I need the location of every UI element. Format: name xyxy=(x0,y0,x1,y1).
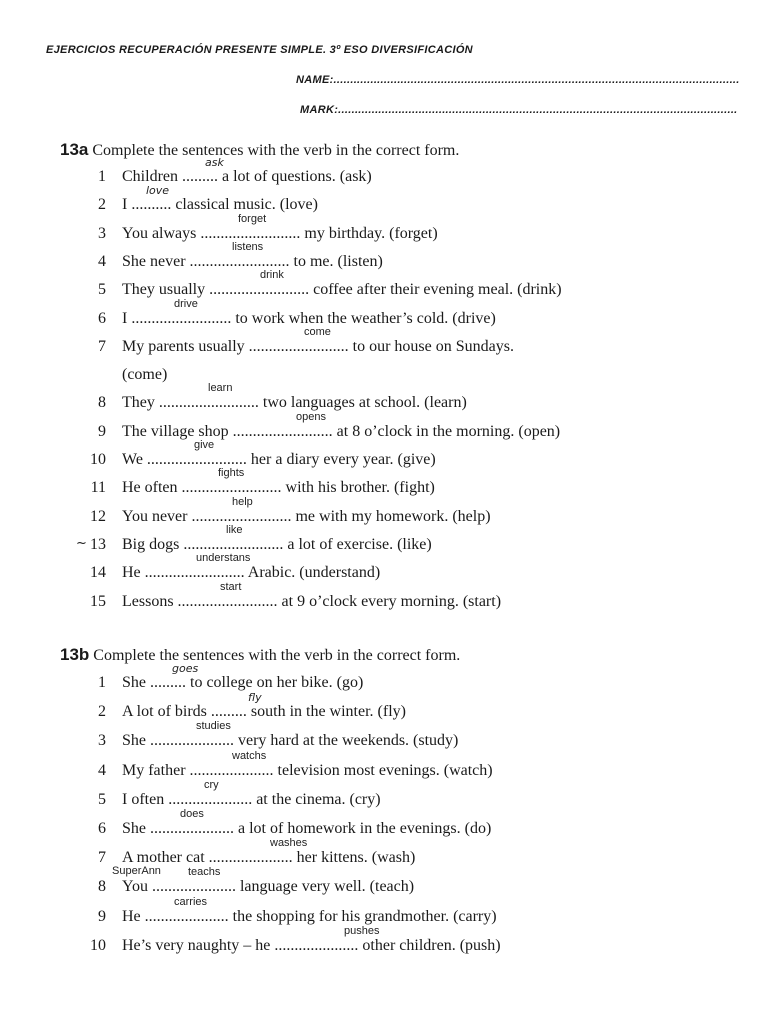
item-number: 4 xyxy=(98,761,106,779)
filled-answer: learn xyxy=(208,382,233,395)
section-13a-heading xyxy=(60,140,459,160)
item-sentence: You ..................... language very well. (teach) xyxy=(122,878,415,896)
item-sentence: A lot of birds ......... south in the winter. (fly) xyxy=(122,703,406,721)
item-number: 4 xyxy=(98,252,106,270)
filled-answer: fly xyxy=(248,691,262,705)
item-number: 1 xyxy=(98,168,106,185)
item-sentence: My father ..................... television most evenings. (watch) xyxy=(122,761,493,779)
item-sentence: (come) xyxy=(122,366,168,384)
filled-answer: studies xyxy=(196,720,231,733)
item-number: 15 xyxy=(90,592,106,610)
item-sentence: They usually ......................... coffee after their evening meal. (drink) xyxy=(122,281,562,299)
item-sentence: I .......... classical music. (love) xyxy=(122,196,318,214)
item-number: 9 xyxy=(98,907,106,925)
section-label: 13a xyxy=(60,140,89,159)
item-sentence: You never ......................... me with my homework. (help) xyxy=(122,507,491,525)
handwritten-correction: SuperAnn xyxy=(112,865,161,877)
item-number: 8 xyxy=(98,394,106,412)
section-13b-heading xyxy=(60,645,460,665)
filled-answer: listens xyxy=(232,240,264,253)
item-sentence: The village shop ......................... at 8 o’clock in the morning. (open) xyxy=(122,422,561,440)
filled-answer: carries xyxy=(174,895,208,908)
item-sentence: I often ..................... at the cinema. (cry) xyxy=(122,790,381,808)
filled-answer: understans xyxy=(196,552,251,565)
filled-answer: help xyxy=(232,495,253,508)
filled-answer: give xyxy=(194,439,215,451)
item-sentence: They ......................... two languages at school. (learn) xyxy=(122,394,467,412)
filled-answer: ask xyxy=(205,156,224,169)
item-sentence: She ..................... very hard at the weekends. (study) xyxy=(122,732,459,750)
item-sentence: You always ......................... my birthday. (forget) xyxy=(122,224,438,242)
filled-answer: like xyxy=(226,523,243,536)
filled-answer: teachs xyxy=(188,866,221,879)
item-sentence: He’s very naughty – he ..................... other children. (push) xyxy=(122,936,501,954)
item-number: 7 xyxy=(98,337,106,355)
item-number: 13 xyxy=(90,535,106,553)
item-number: 3 xyxy=(98,732,106,750)
filled-answer: does xyxy=(180,808,204,820)
item-number: 10 xyxy=(90,451,106,468)
filled-answer: cry xyxy=(204,778,219,791)
item-sentence: Children ......... a lot of questions. (ask) xyxy=(122,168,372,185)
section-instruction: Complete the sentences with the verb in the correct form. xyxy=(93,647,461,664)
filled-answer: watchs xyxy=(232,749,267,762)
filled-answer: fights xyxy=(218,467,245,480)
filled-answer: start xyxy=(220,580,242,593)
filled-answer: goes xyxy=(172,662,199,675)
mark-field: MARK:....................................................................................................................... xyxy=(300,104,738,116)
item-sentence: Lessons ......................... at 9 o’clock every morning. (start) xyxy=(122,592,502,610)
item-sentence: Big dogs ......................... a lot of exercise. (like) xyxy=(122,535,432,553)
item-number: 10 xyxy=(90,936,106,954)
section-label: 13b xyxy=(60,645,90,664)
item-number: 7 xyxy=(98,849,106,867)
margin-tick-mark: ~ xyxy=(76,536,87,551)
item-number: 8 xyxy=(98,878,106,896)
filled-answer: come xyxy=(304,325,331,338)
item-sentence: He often ......................... with his brother. (fight) xyxy=(122,479,435,497)
item-sentence: My parents usually ......................... to our house on Sundays. xyxy=(122,337,514,355)
item-number: 14 xyxy=(90,564,106,582)
filled-answer: drink xyxy=(260,269,284,282)
item-sentence: She ..................... a lot of homework in the evenings. (do) xyxy=(122,820,492,837)
item-sentence: She ......... to college on her bike. (go) xyxy=(122,674,364,691)
item-sentence: He ..................... the shopping for his grandmother. (carry) xyxy=(122,907,497,925)
document-title: EJERCICIOS RECUPERACIÓN PRESENTE SIMPLE. 3º ESO DIVERSIFICACIÓN xyxy=(46,44,473,56)
item-number: 2 xyxy=(98,703,106,721)
filled-answer: pushes xyxy=(344,924,380,937)
item-number: 6 xyxy=(98,820,106,837)
filled-answer: opens xyxy=(296,410,326,423)
item-number: 11 xyxy=(90,479,106,497)
item-number: 5 xyxy=(98,281,106,299)
item-sentence: He ......................... Arabic. (understand) xyxy=(122,564,381,582)
item-number: 1 xyxy=(98,674,106,691)
item-number: 9 xyxy=(98,422,106,440)
item-number: 6 xyxy=(98,309,106,327)
item-number: 2 xyxy=(98,196,106,214)
filled-answer: drive xyxy=(174,297,198,310)
item-number: 3 xyxy=(98,224,106,242)
filled-answer: washes xyxy=(270,837,308,850)
item-sentence: She never ......................... to me. (listen) xyxy=(122,252,383,270)
filled-answer: forget xyxy=(238,212,267,225)
filled-answer: love xyxy=(146,184,170,198)
item-number: 5 xyxy=(98,790,106,808)
name-field: NAME:......................................................................................................................... xyxy=(296,74,740,86)
section-instruction: Complete the sentences with the verb in the correct form. xyxy=(92,142,460,159)
item-number: 12 xyxy=(90,507,106,525)
item-sentence: A mother cat ..................... her kittens. (wash) xyxy=(122,849,416,867)
item-sentence: I ......................... to work when the weather’s cold. (drive) xyxy=(122,309,496,327)
item-sentence: We ......................... her a diary every year. (give) xyxy=(122,451,436,468)
